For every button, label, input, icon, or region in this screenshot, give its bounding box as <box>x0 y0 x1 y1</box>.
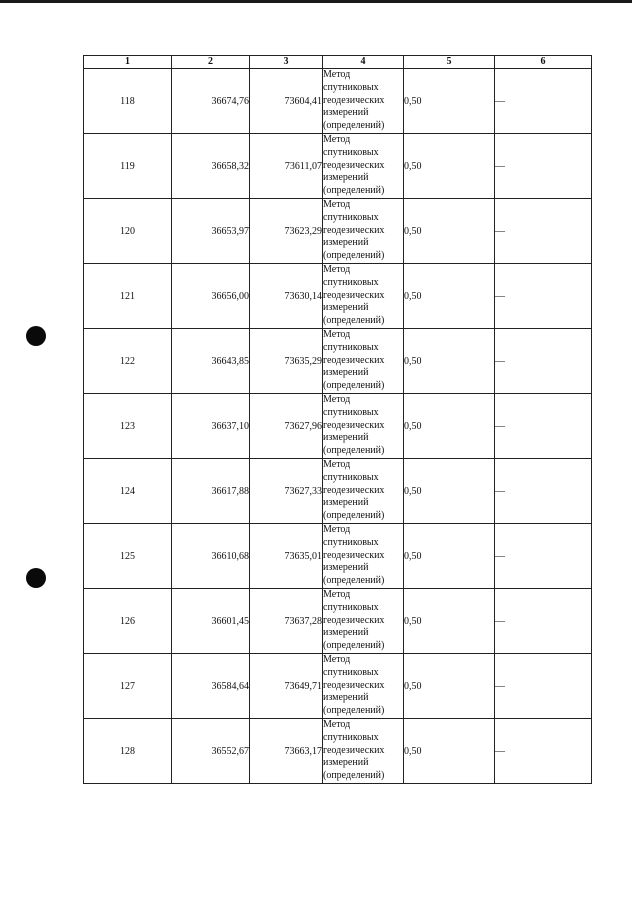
method-line: измерений <box>323 692 369 704</box>
column-header-6: 6 <box>495 56 592 69</box>
method-line: геодезических <box>323 94 385 106</box>
column-header-5: 5 <box>404 56 495 69</box>
method-line: спутниковых <box>323 406 379 418</box>
table-body <box>84 69 592 784</box>
method-cell <box>323 524 404 589</box>
method-line: спутниковых <box>323 146 379 158</box>
method-line: Метод <box>323 264 351 275</box>
table-row <box>84 719 592 784</box>
accuracy-cell: 0,50 <box>404 524 495 589</box>
accuracy-cell: 0,50 <box>404 654 495 719</box>
description-cell: — <box>495 459 592 524</box>
table-row <box>84 524 592 589</box>
method-line: измерений <box>323 562 369 574</box>
table-row <box>84 589 592 654</box>
accuracy-cell: 0,50 <box>404 264 495 329</box>
method-line: спутниковых <box>323 731 379 743</box>
method-line: (определений) <box>323 185 385 197</box>
method-line: (определений) <box>323 575 385 587</box>
method-line: спутниковых <box>323 211 379 223</box>
method-line: Метод <box>323 329 351 340</box>
method-line: спутниковых <box>323 276 379 288</box>
method-line: Метод <box>323 524 351 535</box>
method-line: (определений) <box>323 250 385 262</box>
column-header-2: 2 <box>172 56 250 69</box>
point-number-cell: 123 <box>84 394 172 459</box>
method-line: геодезических <box>323 744 385 756</box>
accuracy-cell: 0,50 <box>404 394 495 459</box>
table-row <box>84 264 592 329</box>
table-row <box>84 329 592 394</box>
point-number-cell: 125 <box>84 524 172 589</box>
method-line: измерений <box>323 497 369 509</box>
method-line: геодезических <box>323 289 385 301</box>
column-header-3: 3 <box>250 56 323 69</box>
method-line: (определений) <box>323 120 385 132</box>
method-line: геодезических <box>323 354 385 366</box>
y-coordinate-cell: 73627,96 <box>250 394 323 459</box>
method-cell <box>323 329 404 394</box>
method-line: Метод <box>323 589 351 600</box>
description-cell: — <box>495 264 592 329</box>
x-coordinate-cell: 36617,88 <box>172 459 250 524</box>
table-row <box>84 69 592 134</box>
method-line: Метод <box>323 654 351 665</box>
point-number-cell: 128 <box>84 719 172 784</box>
x-coordinate-cell: 36601,45 <box>172 589 250 654</box>
method-cell <box>323 459 404 524</box>
point-number-cell: 124 <box>84 459 172 524</box>
description-cell: — <box>495 134 592 199</box>
table-row <box>84 654 592 719</box>
method-line: (определений) <box>323 510 385 522</box>
method-line: Метод <box>323 134 351 145</box>
table-row <box>84 459 592 524</box>
y-coordinate-cell: 73611,07 <box>250 134 323 199</box>
method-cell <box>323 654 404 719</box>
description-cell: — <box>495 69 592 134</box>
method-line: Метод <box>323 69 351 80</box>
y-coordinate-cell: 73663,17 <box>250 719 323 784</box>
point-number-cell: 127 <box>84 654 172 719</box>
coordinates-table <box>83 55 592 784</box>
method-cell <box>323 264 404 329</box>
column-header-4: 4 <box>323 56 404 69</box>
x-coordinate-cell: 36653,97 <box>172 199 250 264</box>
method-line: Метод <box>323 199 351 210</box>
method-line: геодезических <box>323 159 385 171</box>
punch-hole-lower <box>26 568 46 588</box>
accuracy-cell: 0,50 <box>404 459 495 524</box>
point-number-cell: 118 <box>84 69 172 134</box>
method-cell <box>323 134 404 199</box>
method-line: спутниковых <box>323 471 379 483</box>
accuracy-cell: 0,50 <box>404 589 495 654</box>
method-cell <box>323 589 404 654</box>
x-coordinate-cell: 36637,10 <box>172 394 250 459</box>
method-line: геодезических <box>323 679 385 691</box>
method-line: спутниковых <box>323 341 379 353</box>
accuracy-cell: 0,50 <box>404 199 495 264</box>
header-row <box>84 56 592 69</box>
table-row <box>84 394 592 459</box>
y-coordinate-cell: 73627,33 <box>250 459 323 524</box>
method-line: (определений) <box>323 315 385 327</box>
method-line: (определений) <box>323 445 385 457</box>
y-coordinate-cell: 73635,01 <box>250 524 323 589</box>
accuracy-cell: 0,50 <box>404 134 495 199</box>
method-line: геодезических <box>323 224 385 236</box>
description-cell: — <box>495 524 592 589</box>
method-line: Метод <box>323 719 351 730</box>
point-number-cell: 119 <box>84 134 172 199</box>
method-line: Метод <box>323 394 351 405</box>
method-line: геодезических <box>323 614 385 626</box>
accuracy-cell: 0,50 <box>404 719 495 784</box>
table-header <box>84 56 592 69</box>
point-number-cell: 120 <box>84 199 172 264</box>
y-coordinate-cell: 73637,28 <box>250 589 323 654</box>
description-cell: — <box>495 394 592 459</box>
column-header-1: 1 <box>84 56 172 69</box>
y-coordinate-cell: 73635,29 <box>250 329 323 394</box>
method-line: (определений) <box>323 705 385 717</box>
punch-hole-upper <box>26 326 46 346</box>
method-line: измерений <box>323 757 369 769</box>
method-line: измерений <box>323 107 369 119</box>
description-cell: — <box>495 654 592 719</box>
method-cell <box>323 394 404 459</box>
x-coordinate-cell: 36584,64 <box>172 654 250 719</box>
description-cell: — <box>495 589 592 654</box>
method-line: (определений) <box>323 640 385 652</box>
method-line: спутниковых <box>323 536 379 548</box>
method-line: спутниковых <box>323 81 379 93</box>
method-line: геодезических <box>323 484 385 496</box>
x-coordinate-cell: 36610,68 <box>172 524 250 589</box>
point-number-cell: 126 <box>84 589 172 654</box>
method-line: спутниковых <box>323 666 379 678</box>
table-row <box>84 134 592 199</box>
description-cell: — <box>495 199 592 264</box>
x-coordinate-cell: 36658,32 <box>172 134 250 199</box>
accuracy-cell: 0,50 <box>404 69 495 134</box>
x-coordinate-cell: 36643,85 <box>172 329 250 394</box>
x-coordinate-cell: 36552,67 <box>172 719 250 784</box>
method-line: геодезических <box>323 419 385 431</box>
method-line: измерений <box>323 237 369 249</box>
x-coordinate-cell: 36674,76 <box>172 69 250 134</box>
x-coordinate-cell: 36656,00 <box>172 264 250 329</box>
method-line: (определений) <box>323 380 385 392</box>
method-line: измерений <box>323 367 369 379</box>
y-coordinate-cell: 73623,29 <box>250 199 323 264</box>
accuracy-cell: 0,50 <box>404 329 495 394</box>
method-line: спутниковых <box>323 601 379 613</box>
method-line: измерений <box>323 172 369 184</box>
description-cell: — <box>495 719 592 784</box>
method-line: геодезических <box>323 549 385 561</box>
description-cell: — <box>495 329 592 394</box>
table-row <box>84 199 592 264</box>
method-line: Метод <box>323 459 351 470</box>
y-coordinate-cell: 73630,14 <box>250 264 323 329</box>
y-coordinate-cell: 73604,41 <box>250 69 323 134</box>
method-cell <box>323 69 404 134</box>
method-line: измерений <box>323 432 369 444</box>
point-number-cell: 121 <box>84 264 172 329</box>
point-number-cell: 122 <box>84 329 172 394</box>
method-cell <box>323 719 404 784</box>
method-line: измерений <box>323 302 369 314</box>
top-edge-rule <box>0 0 632 3</box>
y-coordinate-cell: 73649,71 <box>250 654 323 719</box>
method-cell <box>323 199 404 264</box>
method-line: (определений) <box>323 770 385 782</box>
method-line: измерений <box>323 627 369 639</box>
